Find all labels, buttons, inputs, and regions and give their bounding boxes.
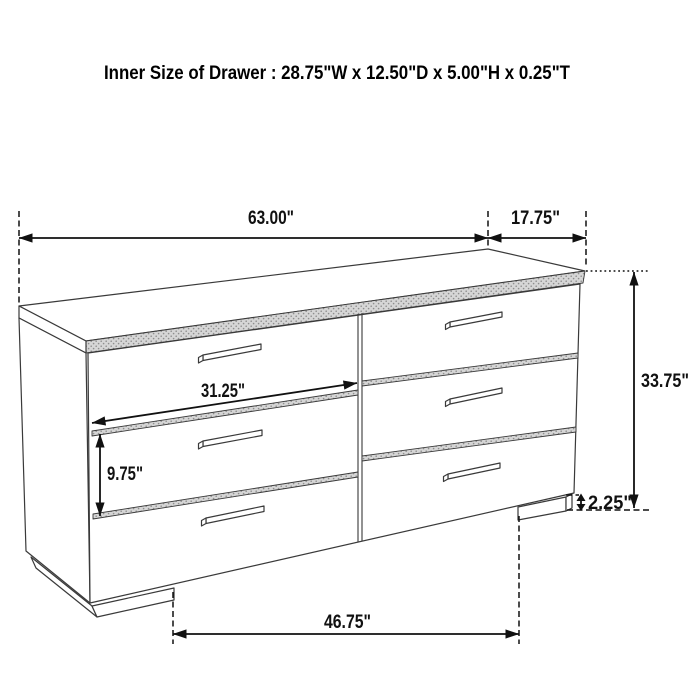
dimension-label-base-height: 2.25"	[588, 493, 632, 514]
dimension-label-drawer-height: 9.75"	[107, 464, 143, 485]
dimension-label-drawer-width: 31.25"	[201, 381, 245, 402]
dimension-label-depth: 17.75"	[511, 208, 560, 229]
dimension-label-base-span: 46.75"	[324, 612, 371, 633]
dresser-side-panel	[19, 318, 90, 603]
right-foot-end-face	[566, 494, 572, 511]
dimension-label-height: 33.75"	[641, 371, 689, 392]
dimension-base-height	[566, 493, 632, 514]
inner-drawer-size-title: Inner Size of Drawer : 28.75"W x 12.50"D x 5.00"H x 0.25"T	[104, 63, 571, 84]
dresser-illustration	[19, 249, 585, 617]
dimension-label-width: 63.00"	[248, 208, 294, 229]
dimension-cabinet-height	[567, 271, 689, 510]
